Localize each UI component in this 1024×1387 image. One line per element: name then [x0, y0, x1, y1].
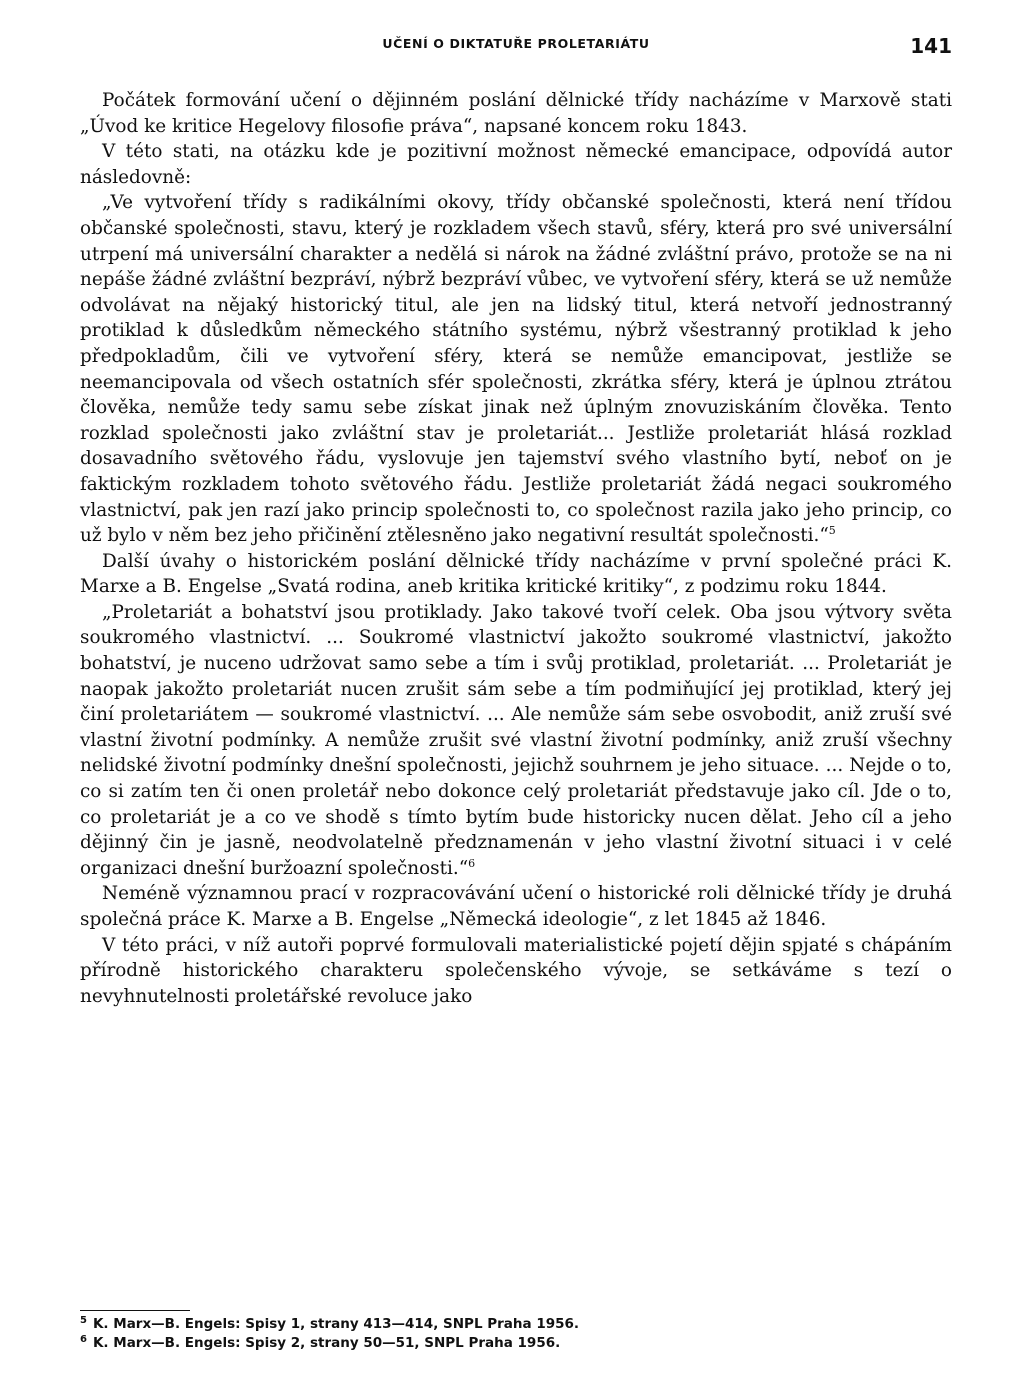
footnotes: [80, 1310, 952, 1353]
paragraph: V této práci, v níž autoři poprvé formulovali materialistické pojetí dějin spjaté s chápáním přírodně historického charakteru společenského vývoje, se setkáváme s tezí o nevyhnutelnosti proletářské revoluce jako: [80, 934, 952, 1007]
footnote-reference: 6: [468, 856, 476, 870]
footnote-mark: 6: [80, 1333, 87, 1345]
chapter-title: UČENÍ O DIKTATUŘE PROLETARIÁTU: [382, 36, 650, 51]
page-number: 141: [910, 34, 952, 58]
quotation-paragraph: „Proletariát a bohatství jsou protiklady. Jako takové tvoří celek. Oba jsou výtvory světa soukromého vlastnictví. ... Soukromé vlastnictví jakožto soukromé vlastnictví, jakožto bohatství, je nuceno udržovat samo sebe a tím i svůj protiklad, proletariát. ... Proletariát je naopak jakožto proletariát nucen zrušit sám sebe a tím podmiňující jej protiklad, který jej činí proletariátem — soukromé vlastnictví. ... Ale nemůže sám sebe osvobodit, aniž zruší své vlastní životní podmínky. A nemůže zrušit své vlastní životní podmínky, aniž zruší všechny nelidské životní podmínky dnešní společnosti, jejichž souhrnem je jeho situace. ... Nejde o to, co si zatím ten či onen proletář nebo dokonce celý proletariát představuje jako cíl. Jde o to, co proletariát je a co ve shodě s tímto bytím bude historicky nucen dělat. Jeho cíl a jeho dějinný čin je jasně, neodvolatelně předznamenán v jeho vlastní životní situaci i v celé organizaci dnešní buržoazní společnosti.“$^6$: [80, 601, 952, 879]
footnote-mark: 5: [80, 1314, 87, 1326]
quotation-paragraph: „Ve vytvoření třídy s radikálními okovy, třídy občanské společnosti, která není třídou občanské společnosti, stavu, který je rozkladem všech stavů, sféry, která pro své universální utrpení má universální charakter a nedělá si nárok na žádné zvláštní právo, protože se na ni nepáše žádné zvláštní bezpráví, nýbrž bezpráví vůbec, ve vytvoření sféry, která se už nemůže odvolávat na nějaký historický titul, ale jen na lidský titul, která netvoří jednostranný protiklad k důsledkům německého státního systému, nýbrž všestranný protiklad k jeho předpokladům, čili ve vytvoření sféry, která se nemůže emancipovat, jestliže se neemancipovala od všech ostatních sfér společnosti, zkrátka sféry, která je úplnou ztrátou člověka, nemůže tedy samu sebe získat jinak než úplným znovuziskáním člověka. Tento rozklad společnosti jako zvláštní stav je proletariát... Jestliže proletariát hlásá rozklad dosavadního světového řádu, vyslovuje jen tajemství svého vlastního bytí, neboť on je faktickým rozkladem tohoto světového řádu. Jestliže proletariát žádá negaci soukromého vlastnictví, pak jen razí jako princip společnosti to, co společnost razila jako jeho princip, co už bylo v něm bez jeho přičinění ztělesněno jako negativní resultát společnosti.“$^5$: [80, 192, 952, 547]
running-header: [80, 28, 952, 68]
footnote: [80, 1334, 952, 1353]
paragraph: Další úvahy o historickém poslání dělnické třídy nacházíme v první společné práci K. Marxe a B. Engelse „Svatá rodina, aneb kritika kritické kritiky“, z podzimu roku 1844.: [80, 550, 952, 598]
footnote-rule: [80, 1310, 190, 1311]
footnote: [80, 1315, 952, 1334]
footnote-text: K. Marx—B. Engels: Spisy 2, strany 50—51, SNPL Praha 1956.: [92, 1335, 561, 1351]
footnote-reference: 5: [828, 523, 836, 537]
paragraph: Neméně významnou prací v rozpracovávání učení o historické roli dělnické třídy je druhá společná práce K. Marxe a B. Engelse „Německá ideologie“, z let 1845 až 1846.: [80, 883, 952, 930]
paragraph: V této stati, na otázku kde je pozitivní možnost německé emancipace, odpovídá autor následovně:: [80, 141, 952, 188]
paragraph: Počátek formování učení o dějinném poslání dělnické třídy nacházíme v Marxově stati „Úvod ke kritice Hegelovy filosofie práva“, napsané koncem roku 1843.: [80, 90, 952, 137]
body-text: [80, 88, 952, 1009]
footnote-text: K. Marx—B. Engels: Spisy 1, strany 413—414, SNPL Praha 1956.: [92, 1316, 580, 1332]
book-page: [80, 28, 952, 1009]
